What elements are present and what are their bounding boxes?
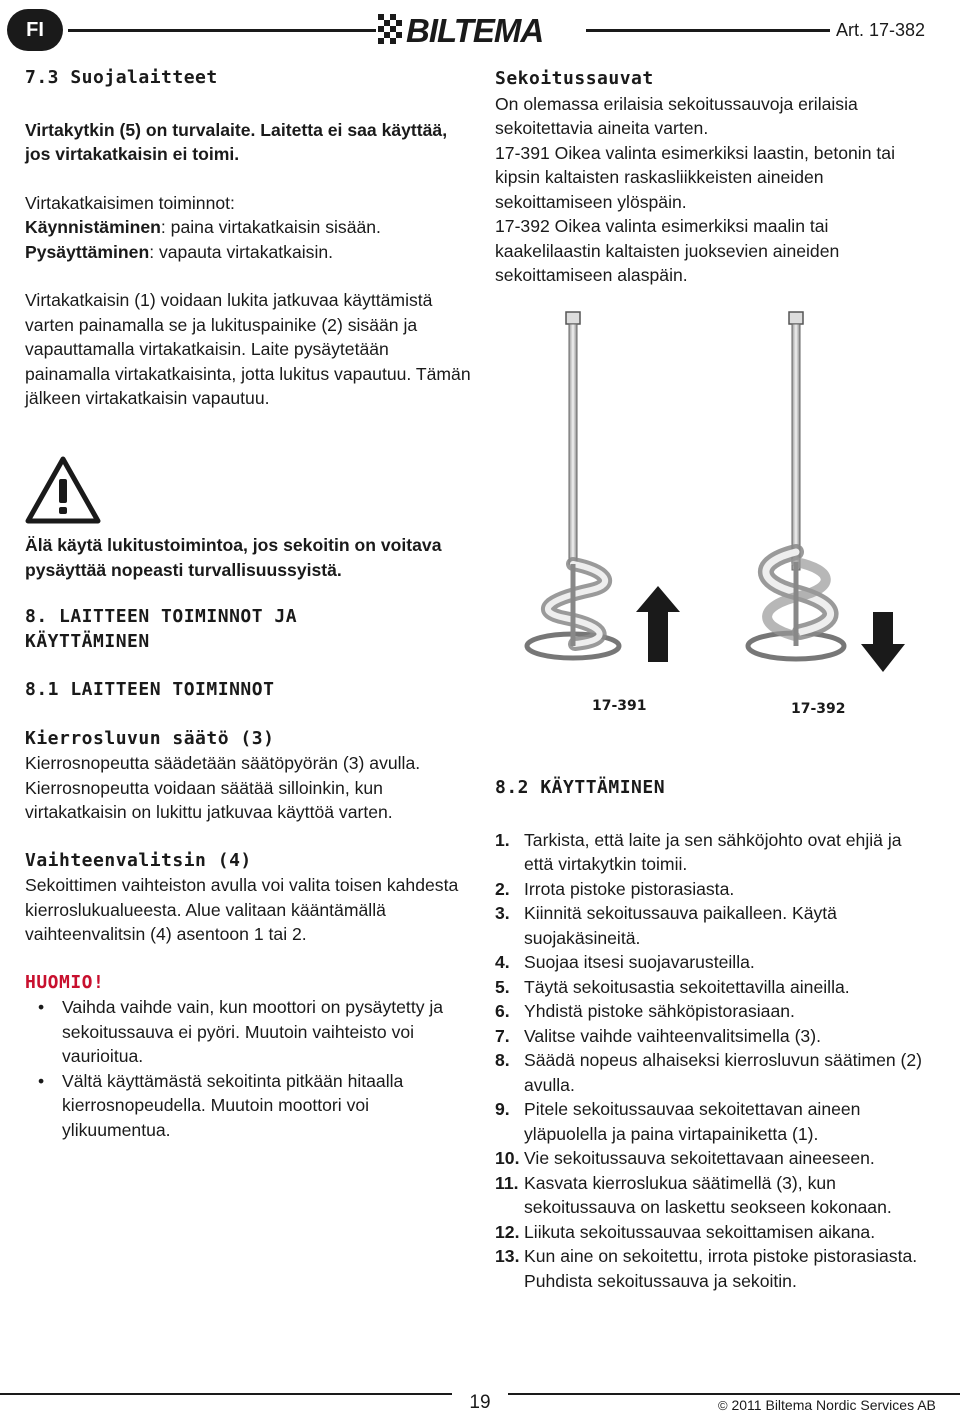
list-item: 5. Täytä sekoitusastia sekoitettavilla aineilla. (495, 976, 850, 997)
section-8-2 (495, 776, 935, 1293)
figure-label: 17-392 (791, 701, 846, 717)
section-title: Sekoitussauvat (495, 68, 654, 89)
section-title: 8. LAITTEEN TOIMINNOT JA (25, 606, 298, 627)
list-item: 7. Valitse vaihde vaihteenvalitsimella (3). (495, 1025, 821, 1046)
paragraph: On olemassa erilaisia sekoitussauvoja erilaisia sekoitettavia aineita varten. (495, 93, 858, 138)
mixing-rods-section (495, 67, 935, 288)
paragraph: 17-391 Oikea valinta esimerkiksi laastin, betonin tai kipsin kaltaisten raskasliikkeisten aineiden sekoittamiseen ylöspäin. (495, 142, 895, 212)
paragraph: Käynnistäminen: paina virtakatkaisin sisään. (25, 217, 381, 237)
note-list (25, 995, 473, 1142)
paragraph: Kierrosnopeutta säädetään säätöpyörän (3) avulla. Kierrosnopeutta voidaan säätää silloinkin, kun virtakatkaisin on lukittu jatkuvaa käyttöä varten. (25, 753, 421, 822)
list-item: 13. Kun aine on sekoitettu, irrota pistoke pistorasiasta. Puhdista sekoitussauva ja sekoitin. (495, 1246, 918, 1291)
copyright: © 2011 Biltema Nordic Services AB (718, 1397, 936, 1413)
paragraph: Pysäyttäminen: vapauta virtakatkaisin. (25, 241, 334, 262)
language-badge: FI (7, 9, 63, 51)
note-title: HUOMIO! (25, 971, 105, 993)
svg-text:BILTEMA: BILTEMA (406, 12, 544, 46)
page-number: 19 (452, 1391, 508, 1416)
list-item: • Vältä käyttämästä sekoitinta pitkään hitaalla kierrosnopeudella. Muutoin moottori voi ylikuumentua. (38, 1070, 404, 1140)
figure-label: 17-391 (592, 698, 647, 714)
bullet-icon: • (38, 1070, 45, 1091)
section-title: KÄYTTÄMINEN (25, 630, 150, 652)
paddle-17-391-icon (527, 312, 619, 658)
list-item: 10. Vie sekoitussauva sekoitettavaan aineeseen. (495, 1148, 875, 1168)
section-7-3 (25, 66, 473, 411)
paragraph: 17-392 Oikea valinta esimerkiksi maalin tai kaakelilaastin kaltaisten juoksevien aineiden sekoittamiseen alaspäin. (495, 216, 840, 285)
section-title: 7.3 Suojalaitteet (25, 67, 218, 88)
section-title: 8.1 LAITTEEN TOIMINNOT (25, 679, 275, 700)
list-item: 6. Yhdistä pistoke sähköpistorasiaan. (495, 1001, 795, 1021)
section-8 (25, 605, 473, 1142)
list-item: 12. Liikuta sekoitussauvaa sekoittamisen aikana. (495, 1221, 876, 1242)
copyright-icon: © (718, 1398, 728, 1413)
subsection-title: Vaihteenvalitsin (4) (25, 849, 252, 871)
arrow-up-icon (636, 586, 680, 662)
article-number: Art. 17-382 (830, 18, 931, 43)
paddle-17-392-icon (748, 312, 844, 659)
list-item: • Vaihda vaihde vain, kun moottori on pysäytetty ja sekoitussauva ei pyöri. Muutoin vaihteisto voi vaurioitua. (38, 997, 444, 1066)
list-item: 8. Säädä nopeus alhaiseksi kierrosluvun säätimen (2) avulla. (495, 1050, 923, 1095)
arrow-down-icon (861, 612, 905, 672)
list-item: 2. Irrota pistoke pistorasiasta. (495, 878, 735, 899)
warning-text: Älä käytä lukitustoimintoa, jos sekoitin on voitava pysäyttää nopeasti turvallisuussyistä. (25, 535, 442, 580)
paragraph: Virtakatkaisin (1) voidaan lukita jatkuvaa käyttämistä varten painamalla se ja lukituspainike (2) sisään ja vapauttamalla virtakatkaisin. Laite pysäytetään painamalla virtakatkaisinta, jotta lukitus vapautuu. Tämän jälkeen virtakatkaisin vapautuu. (25, 290, 471, 408)
bullet-icon: • (38, 997, 45, 1017)
paragraph: Sekoittimen vaihteiston avulla voi valita toisen kahdesta kierroslukualueesta. Alue valitaan kääntämällä vaihteenvalitsin (4) asentoon 1 tai 2. (25, 875, 459, 944)
paragraph: Virtakytkin (5) on turvalaite. Laitetta ei saa käyttää, jos virtakatkaisin ei toimi. (25, 119, 448, 164)
subsection-title: Kierrosluvun säätö (3) (25, 727, 275, 749)
steps-list (495, 828, 935, 1294)
list-item: 4. Suojaa itsesi suojavarusteilla. (495, 952, 755, 972)
biltema-logo-icon (376, 12, 586, 46)
list-item: 1. Tarkista, että laite ja sen sähköjohto ovat ehjiä ja että virtakytkin toimii. (495, 829, 902, 874)
brand-logo (376, 12, 586, 46)
list-item: 11. Kasvata kierroslukua säätimellä (3), kun sekoitussauva on laskettu seokseen kokonaan. (495, 1172, 892, 1217)
mixing-paddles-figure (495, 300, 935, 720)
list-item: 9. Pitele sekoitussauvaa sekoitettavan aineen yläpuolella ja paina virtapainiketta (1). (495, 1099, 861, 1144)
list-item: 3. Kiinnitä sekoitussauva paikalleen. Käytä suojakäsineitä. (495, 903, 837, 948)
section-title: 8.2 KÄYTTÄMINEN (495, 777, 666, 798)
warning-icon (25, 455, 101, 525)
paragraph: Virtakatkaisimen toiminnot: (25, 192, 235, 213)
